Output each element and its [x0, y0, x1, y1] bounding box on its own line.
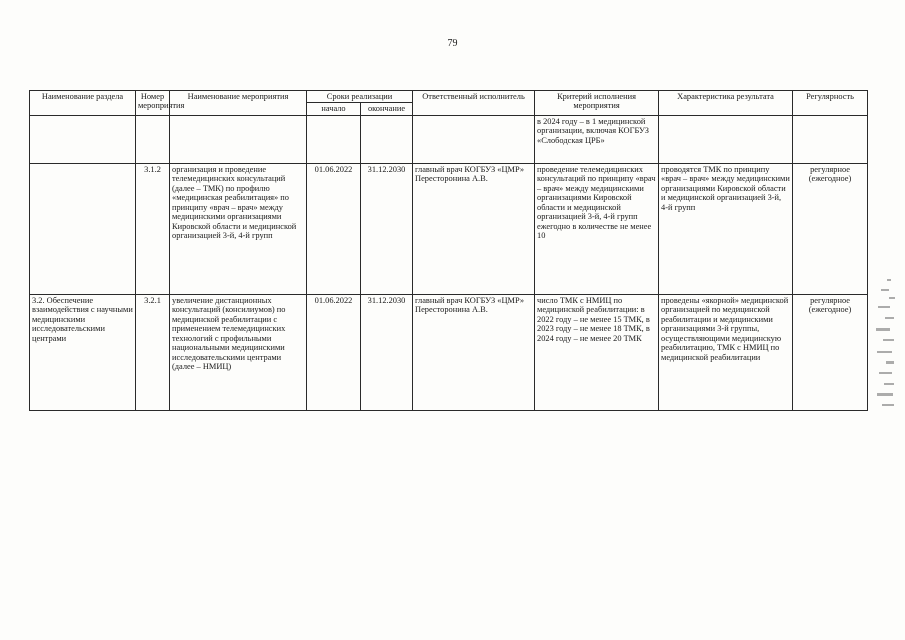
cell-section	[30, 163, 136, 294]
header-result: Характеристика результата	[659, 91, 793, 116]
cell-activity: увеличение дистанционных консультаций (консилиумов) по медицинской реабилитации с применением телемедицинских технологий с профильными национальными медицинскими исследовательскими центрами (далее – НМИЦ)	[170, 294, 307, 410]
cell-regularity: регулярное (ежегодное)	[793, 294, 868, 410]
table-row	[30, 163, 868, 294]
table-row-continuation	[30, 115, 868, 163]
cell-start: 01.06.2022	[307, 163, 361, 294]
cell-section: 3.2. Обеспечение взаимодействия с научными медицинскими исследовательскими центрами	[30, 294, 136, 410]
cell-activity: организация и проведение телемедицинских консультаций (далее – ТМК) по профилю «медицинская реабилитация» по принципу «врач – врач» между медицинскими организациями Кировской области и медицинской организацией 3-й, 4-й групп	[170, 163, 307, 294]
cell-end: 31.12.2030	[361, 163, 413, 294]
table-header-row	[30, 91, 868, 103]
cell-regularity: регулярное (ежегодное)	[793, 163, 868, 294]
table-row	[30, 294, 868, 410]
header-number: Номер мероприятия	[136, 91, 170, 116]
header-responsible: Ответственный исполнитель	[413, 91, 535, 116]
header-regularity: Регулярность	[793, 91, 868, 116]
header-end: окончание	[361, 103, 413, 115]
cell-responsible: главный врач КОГБУЗ «ЦМР» Пересторонина А.В.	[413, 294, 535, 410]
scan-artifact	[873, 275, 899, 415]
cell-start: 01.06.2022	[307, 294, 361, 410]
cell-criterion: проведение телемедицинских консультаций по принципу «врач – врач» между медицинскими организациями Кировской области и медицинской организацией 3-й, 4-й групп ежегодно в количестве не менее 10	[535, 163, 659, 294]
header-criterion: Критерий исполнения мероприятия	[535, 91, 659, 116]
cell-end: 31.12.2030	[361, 294, 413, 410]
header-activity: Наименование мероприятия	[170, 91, 307, 116]
cell-result: проводятся ТМК по принципу «врач – врач» между медицинскими организациями Кировской области и медицинской организацией 3-й, 4-й групп	[659, 163, 793, 294]
header-section-name: Наименование раздела	[30, 91, 136, 116]
page-number: 79	[447, 38, 458, 49]
cell-result: проведены «якорной» медицинской организацией по медицинской реабилитации и медицинскими организациями 3-й группы, осуществляющими медицинскую реабилитацию, ТМК с НМИЦ по медицинской реабилитации	[659, 294, 793, 410]
cell-number: 3.1.2	[136, 163, 170, 294]
header-start: начало	[307, 103, 361, 115]
cell-number: 3.2.1	[136, 294, 170, 410]
header-terms: Сроки реализации	[307, 91, 413, 103]
cell-criterion: число ТМК с НМИЦ по медицинской реабилитации: в 2022 году – не менее 15 ТМК, в 2023 году – не менее 18 ТМК, в 2024 году – не менее 20 ТМК	[535, 294, 659, 410]
activity-table	[29, 90, 868, 411]
cell-criterion: в 2024 году – в 1 медицинской организации, включая КОГБУЗ «Слободская ЦРБ»	[535, 115, 659, 163]
cell-responsible: главный врач КОГБУЗ «ЦМР» Пересторонина А.В.	[413, 163, 535, 294]
